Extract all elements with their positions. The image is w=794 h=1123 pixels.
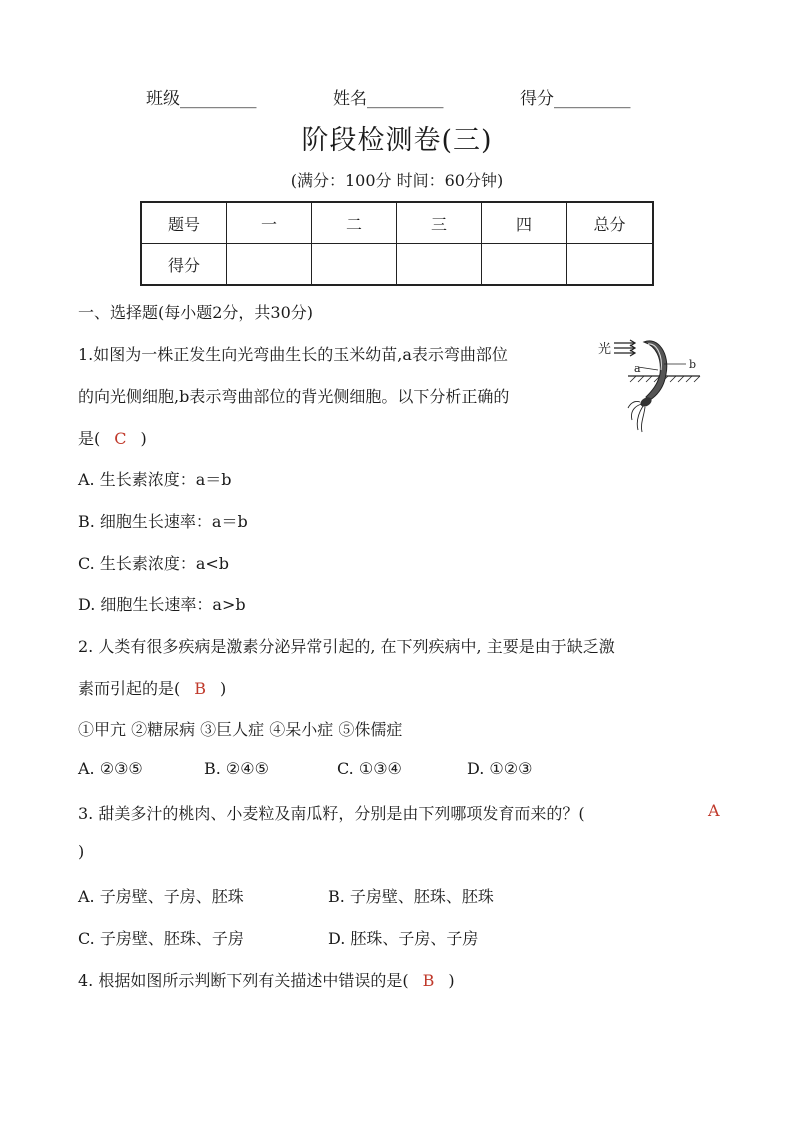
table-row <box>141 244 653 286</box>
b-label: b <box>689 358 697 371</box>
score-table <box>140 201 654 286</box>
table-cell: 题号 <box>141 202 227 244</box>
option-d: D. 胚珠、子房、子房 <box>328 929 479 948</box>
question-1-line-1: 1.如图为一株正发生向光弯曲生长的玉米幼苗,a表示弯曲部位 <box>78 345 508 364</box>
table-cell: 一 <box>227 202 312 244</box>
table-cell: 三 <box>397 202 482 244</box>
name-field-label: 姓名_________ <box>333 89 444 109</box>
class-field-label: 班级_________ <box>146 89 257 109</box>
question-3-line-1: 3. 甜美多汁的桃肉、小麦粒及南瓜籽，分别是由下列哪项发育而来的？( <box>78 804 585 823</box>
section-heading: 一、选择题(每小题2分，共30分) <box>78 303 314 322</box>
answer-mark: A <box>708 801 720 820</box>
table-cell: 得分 <box>141 244 227 286</box>
question-1-line-3: 是( C ) <box>78 429 147 448</box>
option-d: D. 细胞生长速率：a>b <box>78 595 246 614</box>
question-1-line-2: 的向光侧细胞,b表示弯曲部位的背光侧细胞。以下分析正确的 <box>78 387 510 406</box>
exam-info: (满分：100分 时间：60分钟) <box>290 171 504 190</box>
seedling-phototropism-figure <box>594 334 712 434</box>
score-input-cell[interactable] <box>227 244 312 286</box>
question-2-items: ①甲亢 ②糖尿病 ③巨人症 ④呆小症 ⑤侏儒症 <box>78 720 403 739</box>
option-a: A. 生长素浓度：a＝b <box>78 470 232 489</box>
score-input-cell[interactable] <box>567 244 654 286</box>
option-c: C. 子房壁、胚珠、子房 <box>78 929 244 948</box>
score-input-cell[interactable] <box>397 244 482 286</box>
table-cell: 总分 <box>567 202 654 244</box>
option-c: C. ①③④ <box>337 759 402 778</box>
question-2-line-1: 2. 人类有很多疾病是激素分泌异常引起的, 在下列疾病中, 主要是由于缺乏激 <box>78 637 615 656</box>
answer-mark: B <box>422 971 435 990</box>
question-4-line-1: 4. 根据如图所示判断下列有关描述中错误的是( B ) <box>78 971 455 990</box>
option-d: D. ①②③ <box>467 759 533 778</box>
table-cell: 二 <box>312 202 397 244</box>
option-a: A. ②③⑤ <box>78 759 143 778</box>
score-field-label: 得分_________ <box>520 89 631 109</box>
table-cell: 四 <box>482 202 567 244</box>
answer-mark: B <box>194 679 207 698</box>
page-title: 阶段检测卷(三) <box>301 125 493 156</box>
score-input-cell[interactable] <box>312 244 397 286</box>
score-input-cell[interactable] <box>482 244 567 286</box>
option-b: B. 子房壁、胚珠、胚珠 <box>328 887 494 906</box>
answer-mark: C <box>114 429 127 448</box>
option-b: B. ②④⑤ <box>204 759 269 778</box>
option-c: C. 生长素浓度：a<b <box>78 554 230 573</box>
light-label: 光 <box>598 342 612 357</box>
a-label: a <box>634 362 641 375</box>
option-b: B. 细胞生长速率：a＝b <box>78 512 248 531</box>
question-3-line-2: ) <box>78 842 85 861</box>
question-2-line-2: 素而引起的是( B ) <box>78 679 227 698</box>
table-row <box>141 202 653 244</box>
option-a: A. 子房壁、子房、胚珠 <box>78 887 244 906</box>
